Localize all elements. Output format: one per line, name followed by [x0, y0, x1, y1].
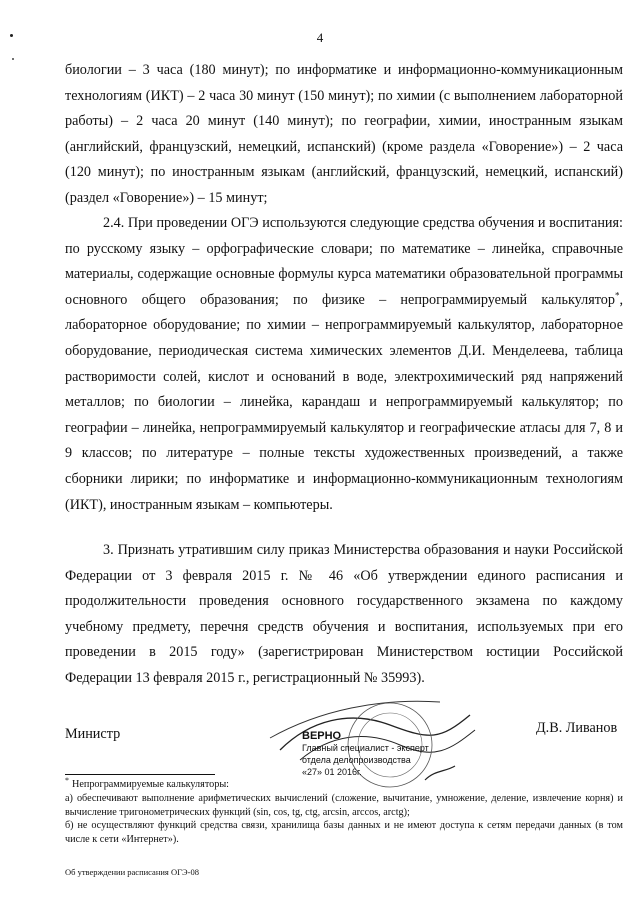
- scan-speck: [12, 58, 14, 60]
- stamp-title: ВЕРНО: [302, 730, 342, 742]
- paragraph-2-4-allowed-materials: [65, 211, 623, 518]
- signatory-title: Министр: [65, 726, 121, 742]
- signatory-name: Д.В. Ливанов: [536, 720, 618, 736]
- footnote-reference: *: [614, 290, 620, 301]
- paragraph-3-repeal-order: 3. Признать утратившим силу приказ Министерства образования и науки Российской Федерации от 3 февраля 2015 г. № 46 «Об утверждении единого расписания и продолжительности проведения основного государственного экзамена по каждому учебному предмету, перечня средств обучения и воспитания, используемых при его проведении в 2015 году» (зарегистрирован Министерством юстиции Российской Федерации 13 февраля 2015 г., регистрационный № 35993).: [65, 542, 623, 686]
- paragraph-text: , лабораторное оборудование; по химии – непрограммируемый калькулятор, лабораторное оборудование, периодическая система химических элементов Д.И. Менделеева, таблица растворимости солей, кислот и оснований в воде, электрохимический ряд напряжений металлов; по биологии – линейка, карандаш и непрограммируемый калькулятор; по географии – линейка, непрограммируемый калькулятор и географические атласы для 7, 8 и 9 классов; по литературе – полные тексты художественных произведений, а также сборники лирики; по информатике и информационно-коммуникационным технологиям (ИКТ), иностранным языкам – компьютеры.: [65, 291, 623, 513]
- footnote-divider: [65, 774, 215, 775]
- footnote-item-b: б) не осуществляют функций средства связи, хранилища базы данных и не имеют доступа к сетям передачи данных (в том числе к сети «Интернет»).: [65, 820, 623, 845]
- stamp-department: отдела делопроизводства: [302, 755, 411, 765]
- footnote-item-a: а) обеспечивают выполнение арифметических вычислений (сложение, вычитание, умножение, деление, извлечение корня) и вычисление тригонометрических функций (sin, cos, tg, ctg, arcsin, arccos, arctg);: [65, 793, 623, 818]
- footnote-mark: *: [65, 775, 69, 785]
- paragraph-exam-durations: биологии – 3 часа (180 минут); по информатике и информационно-коммуникационным технологиям (ИКТ) – 2 часа 30 минут (150 минут); по химии (с выполнением лабораторной работы) – 2 часа 20 минут (140 минут); по географии, химии, иностранным языкам (английский, французский, немецкий, испанский) (кроме раздела «Говорение») – 2 часа (120 минут); по иностранным языкам (английский, французский, немецкий, испанский) (раздел «Говорение») – 15 минут;: [65, 62, 623, 206]
- document-footer: Об утверждении расписания ОГЭ-08: [65, 867, 199, 877]
- paragraph-text: 2.4. При проведении ОГЭ используются следующие средства обучения и воспитания: по русскому языку – орфографические словари; по математике – линейка, справочные материалы, содержащие основные формулы курса математики образовательной программы основного общего образования; по физике – непрограммируемый калькулятор: [65, 215, 623, 308]
- stamp-position: Главный специалист - эксперт: [302, 743, 429, 753]
- footnote-title: [65, 775, 623, 792]
- page-number: 4: [316, 30, 324, 45]
- footnote-title-text: Непрограммируемые калькуляторы:: [72, 779, 229, 790]
- stamp-date: «27» 01 2016г.: [302, 767, 362, 777]
